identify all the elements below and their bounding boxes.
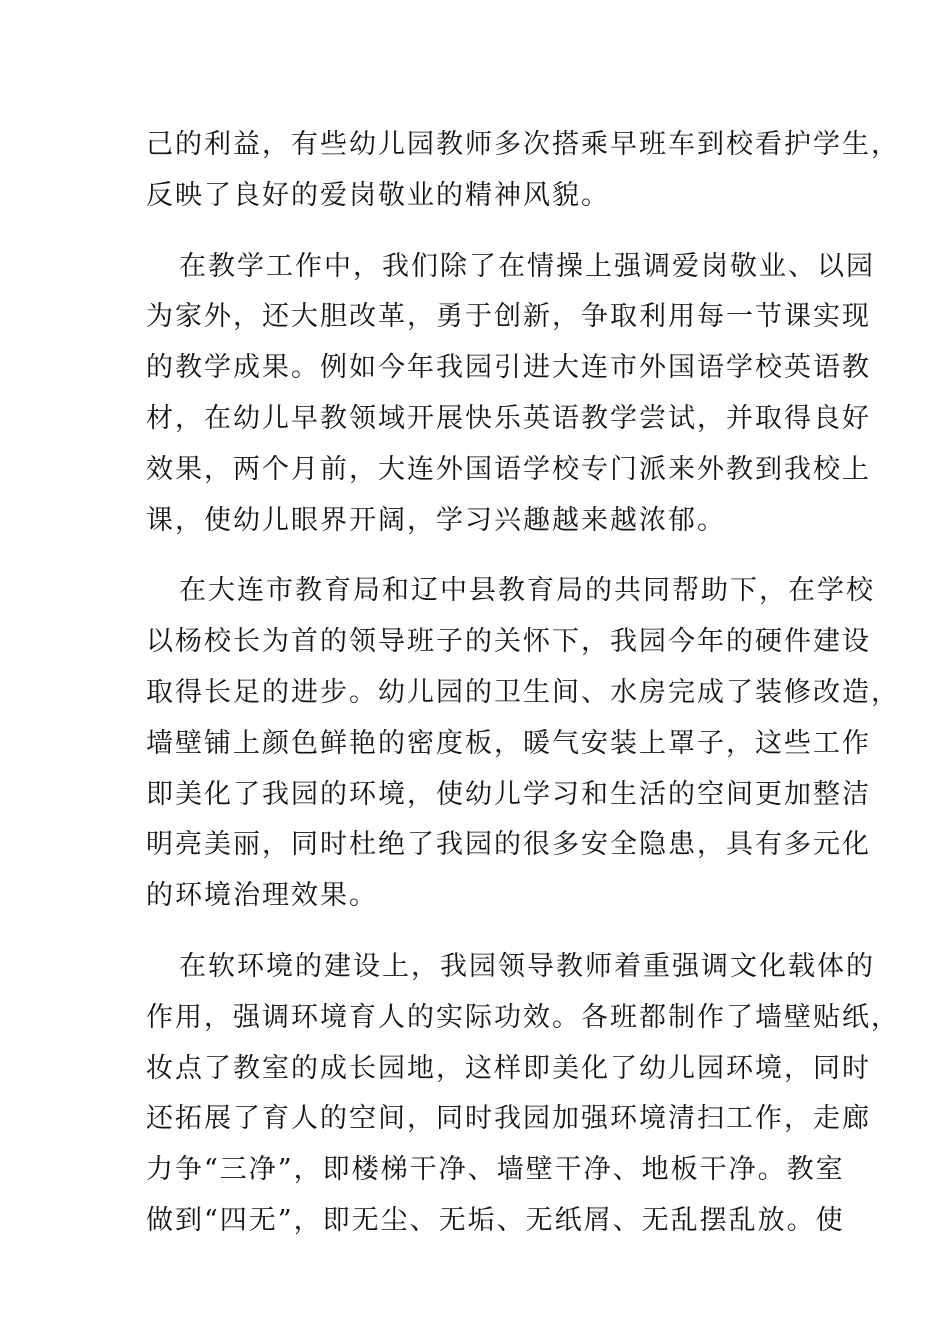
text-line: 明亮美丽，同时杜绝了我园的很多安全隐患，具有多元化 [146,829,871,861]
text-line: 还拓展了育人的空间，同时我园加强环境清扫工作，走廊 [146,1103,871,1135]
text-line: 作用，强调环境育人的实际功效。各班都制作了墙壁贴纸， [146,1001,900,1033]
text-line: 的教学成果。例如今年我园引进大连市外国语学校英语教 [146,352,871,384]
paragraph [146,242,875,547]
text-line: 在软环境的建设上，我园领导教师着重强调文化载体的 [179,950,875,982]
paragraph [146,566,900,922]
text-line: 取得长足的进步。幼儿园的卫生间、水房完成了装修改造， [146,676,900,708]
text-line: 课，使幼儿眼界开阔，学习兴趣越来越浓郁。 [146,504,726,536]
document-body [146,120,900,1247]
text-line: 以杨校长为首的领导班子的关怀下，我园今年的硬件建设 [146,626,871,658]
paragraph [146,942,900,1247]
text-line: 反映了良好的爱岗敬业的精神风貌。 [146,179,610,211]
text-line: 即美化了我园的环境，使幼儿学习和生活的空间更加整洁 [146,778,871,810]
paragraph [146,120,900,222]
text-line: 材，在幼儿早教领域开展快乐英语教学尝试，并取得良好 [146,402,871,434]
text-line: 效果，两个月前，大连外国语学校专门派来外教到我校上 [146,453,871,485]
text-line: 在大连市教育局和辽中县教育局的共同帮助下，在学校 [179,575,875,607]
text-line: 力争“三净”，即楼梯干净、墙壁干净、地板干净。教室 [146,1154,845,1186]
text-line: 妆点了教室的成长园地，这样即美化了幼儿园环境，同时 [146,1052,871,1084]
text-line: 做到“四无”，即无尘、无垢、无纸屑、无乱摆乱放。使 [146,1204,845,1236]
text-line: 墙壁铺上颜色鲜艳的密度板，暖气安装上罩子，这些工作 [146,727,871,759]
text-line: 的环境治理效果。 [146,880,378,912]
text-line: 己的利益，有些幼儿园教师多次搭乘早班车到校看护学生， [146,129,900,160]
text-line: 为家外，还大胆改革，勇于创新，争取利用每一节课实现 [146,301,871,333]
text-line: 在教学工作中，我们除了在情操上强调爱岗敬业、以园 [179,250,875,282]
